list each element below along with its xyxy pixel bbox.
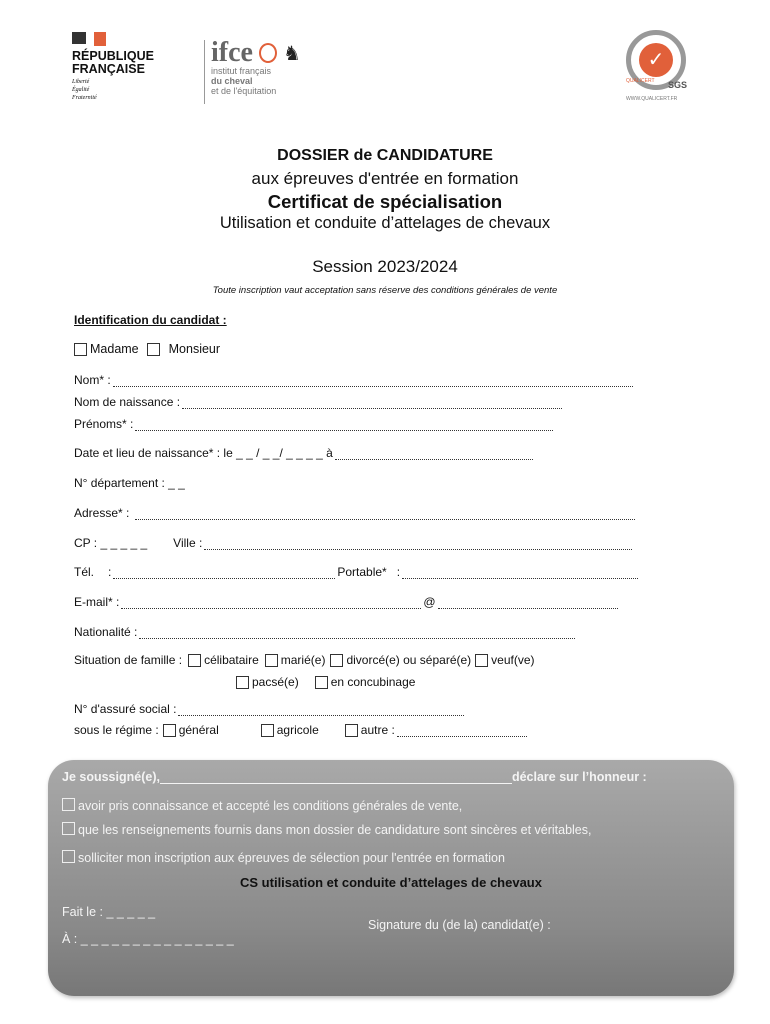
lieu-naissance-field[interactable] (335, 449, 533, 460)
pacse-checkbox[interactable] (236, 676, 249, 689)
assure-social-field[interactable] (178, 705, 464, 716)
assure-social-label: N° d'assuré social : (74, 702, 177, 716)
lieu-field[interactable]: À : _ _ _ _ _ _ _ _ _ _ _ _ _ _ _ (62, 932, 234, 946)
motto-fraternite: Fraternité (72, 95, 97, 101)
celibataire-label: célibataire (204, 653, 259, 667)
agricole-checkbox[interactable] (261, 724, 274, 737)
general-label: général (178, 723, 219, 737)
document-subtitle: aux épreuves d'entrée en formation (251, 169, 519, 188)
haras-emblem-icon (259, 43, 277, 63)
ifce-line-2: du cheval (211, 76, 253, 86)
declaration-item-3: solliciter mon inscription aux épreuves de sélection pour l'entrée en formation (78, 851, 505, 865)
declaration-checkbox-2[interactable] (62, 822, 75, 835)
madame-label: Madame (90, 342, 139, 356)
declaration-checkbox-1[interactable] (62, 798, 75, 811)
email-domain-field[interactable] (438, 598, 618, 609)
concubinage-label: en concubinage (330, 675, 416, 689)
marie-label: marié(e) (280, 653, 326, 667)
date-lieu-naissance-label[interactable]: Date et lieu de naissance* : le _ _ / _ _/ _ _ _ _ à (74, 446, 333, 460)
qualicert-sgs-logo (624, 30, 696, 102)
sgs-text: SGS (668, 80, 688, 90)
declaration-item-1: avoir pris connaissance et accepté les conditions générales de vente, (78, 799, 463, 813)
section-heading: Identification du candidat : (74, 313, 227, 327)
horse-emblem-icon: ♞ (282, 42, 301, 65)
fait-le-field[interactable]: Fait le : _ _ _ _ _ (62, 905, 156, 919)
nom-label: Nom* : (74, 373, 111, 387)
autre-label: autre : (360, 723, 395, 737)
situation-label: Situation de famille : (74, 653, 183, 667)
declaration-box (48, 760, 734, 996)
session-label: Session 2023/2024 (312, 257, 458, 276)
check-icon: ✓ (639, 43, 673, 77)
pacse-label: pacsé(e) (252, 675, 299, 689)
qualicert-url: WWW.QUALICERT.FR (626, 96, 678, 102)
tel-label: Tél. (74, 565, 95, 579)
marie-checkbox[interactable] (265, 654, 278, 667)
name-field[interactable] (160, 771, 512, 784)
nationalite-field[interactable] (139, 628, 575, 639)
celibataire-checkbox[interactable] (188, 654, 201, 667)
terms-note: Toute inscription vaut acceptation sans réserve des conditions générales de vente (212, 285, 558, 296)
divorce-checkbox[interactable] (330, 654, 343, 667)
signature-label: Signature du (de la) candidat(e) : (368, 918, 551, 932)
nationalite-label: Nationalité : (74, 625, 138, 639)
email-label: E-mail* : (74, 595, 120, 609)
email-at: @ (423, 595, 436, 609)
cp-field[interactable]: CP : _ _ _ _ _ (74, 536, 148, 550)
document-title: DOSSIER de CANDIDATURE (277, 147, 493, 164)
nom-field[interactable] (113, 376, 633, 387)
ifce-logo (204, 37, 301, 104)
concubinage-checkbox[interactable] (315, 676, 328, 689)
autre-checkbox[interactable] (345, 724, 358, 737)
declaration-item-2: que les renseignements fournis dans mon dossier de candidature sont sincères et véritables, (78, 823, 592, 837)
portable-field[interactable] (402, 568, 638, 579)
veuf-label: veuf(ve) (491, 653, 535, 667)
prenoms-label: Prénoms* : (74, 417, 134, 431)
monsieur-label: Monsieur (168, 342, 221, 356)
rf-title-1: RÉPUBLIQUE (72, 49, 154, 63)
rf-title (72, 50, 154, 76)
departement-field[interactable]: N° département : _ _ (74, 476, 185, 490)
je-soussigne-label: Je soussigné(e), (62, 770, 160, 784)
autre-field[interactable] (397, 726, 527, 737)
motto-liberte: Liberté (72, 79, 90, 85)
specialty-title: Utilisation et conduite d’attelages de chevaux (219, 214, 551, 232)
general-checkbox[interactable] (163, 724, 176, 737)
ifce-line-1: institut français (211, 66, 272, 76)
declaration-checkbox-3[interactable] (62, 850, 75, 863)
veuf-checkbox[interactable] (475, 654, 488, 667)
cs-title: CS utilisation et conduite d’attelages de chevaux (240, 875, 542, 890)
portable-label: Portable* (337, 565, 387, 579)
qualicert-text: QUALICERT (626, 78, 655, 84)
tel-colon: : (108, 565, 112, 579)
nom-naissance-field[interactable] (182, 398, 562, 409)
email-user-field[interactable] (121, 598, 421, 609)
portable-colon: : (396, 565, 401, 579)
monsieur-checkbox[interactable] (147, 343, 160, 356)
ville-field[interactable] (204, 539, 632, 550)
agricole-label: agricole (276, 723, 319, 737)
ifce-wordmark: ifce (211, 37, 253, 68)
adresse-field[interactable] (135, 509, 635, 520)
ifce-line-3: et de l'équitation (211, 86, 277, 96)
declare-label: déclare sur l’honneur : (511, 770, 647, 784)
rf-title-2: FRANÇAISE (72, 62, 145, 76)
madame-checkbox[interactable] (74, 343, 87, 356)
regime-label: sous le régime : (74, 723, 159, 737)
ville-label: Ville : (173, 536, 203, 550)
divorce-label: divorcé(e) ou séparé(e) (346, 653, 472, 667)
certificate-title: Certificat de spécialisation (267, 191, 503, 212)
republique-francaise-logo (72, 32, 154, 102)
prenoms-field[interactable] (135, 420, 553, 431)
adresse-label: Adresse* : (74, 506, 130, 520)
nom-naissance-label: Nom de naissance : (74, 395, 181, 409)
tel-field[interactable] (113, 568, 335, 579)
motto-egalite: Égalité (72, 87, 90, 93)
